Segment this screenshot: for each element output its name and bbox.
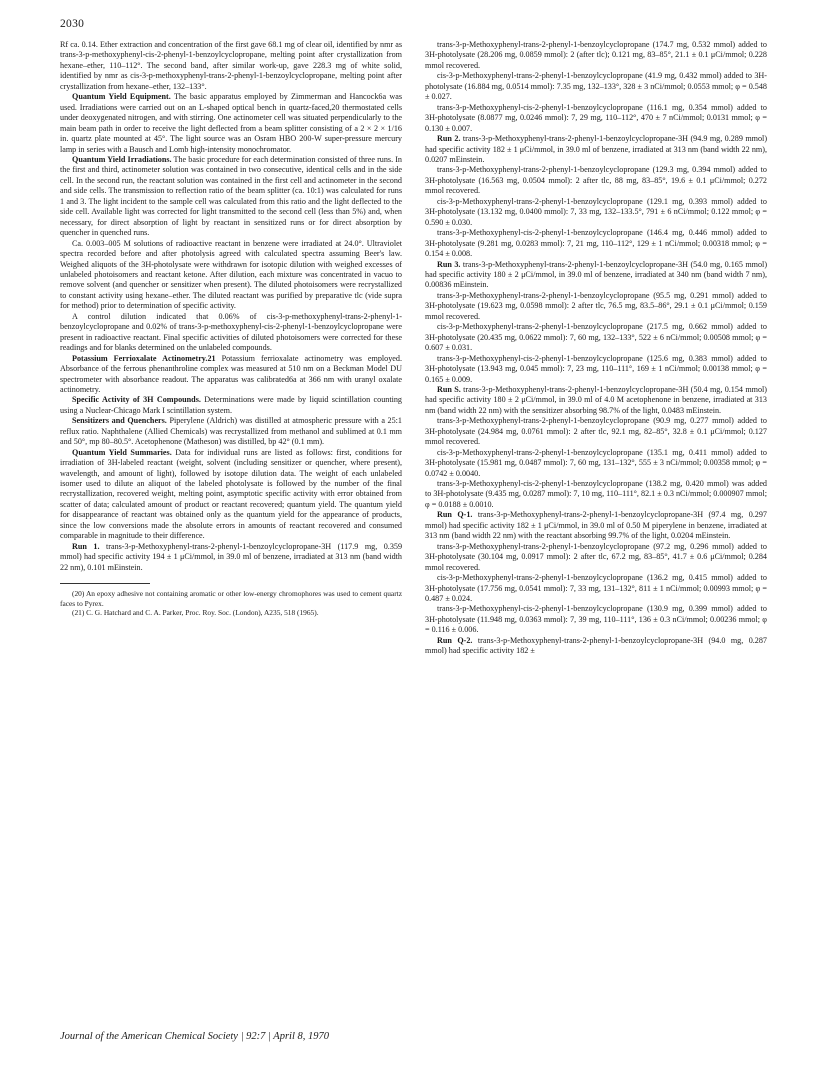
entry-r6: trans-3-p-Methoxyphenyl-cis-2-phenyl-1-benzoylcyclopropane (146.4 mg, 0.446 mmol) added to 3H-photolysate (9.281 mg, 0.0283 mmol): 7, 21 mg, 110–112°, 129 ± 1 nCi/mmol; 0.00318 mmol; φ = 0.154 ± 0.008. bbox=[425, 228, 767, 259]
entry-r1: cis-3-p-Methoxyphenyl-trans-2-phenyl-1-benzoylcyclopropane (41.9 mg, 0.432 mmol) added to 3H-photolysate (16.884 mg, 0.0514 mmol): 7.35 mg, 132–133°, 328 ± 3 nCi/mmol; 0.0553 mmol; φ = 0.548 ± 0.027. bbox=[425, 71, 767, 102]
entry-r10: trans-3-p-Methoxyphenyl-cis-2-phenyl-1-benzoylcyclopropane (125.6 mg, 0.383 mmol) added to 3H-photolysate (13.943 mg, 0.045 mmol): 7, 23 mg, 110–111°, 169 ± 1 nCi/mmol; 0.00138 mmol; φ = 0.165 ± 0.009. bbox=[425, 353, 767, 384]
text-run-q1: trans-3-p-Methoxyphenyl-trans-2-phenyl-1-benzoylcyclopropane-3H (97.4 mg, 0.297 mmol) had specific activity 182 ± 1 μCi/mmol, in 39.0 ml of 0.50 M piperylene in benzene, irradiated at 313 nm (band width 22 nm) with the reactant absorbing 99.7% of the light, 0.0204 mEinstein. bbox=[425, 510, 767, 541]
text-quantum-yield-irradiations: The basic procedure for each determination consisted of three runs. In the first and third, actinometer solution was contained in two consecutive, identical cells and in the side cell. In the second run, the reactant solution was contained in the first cell and actinometer in the second and side cells. The transmission to reflection ratio of the beam splitter (ca. 10:1) was calculated for runs 1 and 3. The light incident to the sample cell was calculated from this ratio and the light deflected to the side cell. Available light was corrected for light transmitted to the second cell (less than 5%) and, when necessary, for direct absorption of light by reactant in sensitized runs or for direct absorption by quencher in quenched runs. bbox=[60, 154, 402, 238]
entry-r5: cis-3-p-Methoxyphenyl-trans-2-phenyl-1-benzoylcyclopropane (129.1 mg, 0.393 mmol) added to 3H-photolysate (13.132 mg, 0.0400 mmol): 7, 33 mg, 132–133.5°, 791 ± 6 nCi/mmol; 0.122 mmol; φ = 0.590 ± 0.030. bbox=[425, 196, 767, 227]
text-actinometry: Potassium ferrioxalate actinometry was employed. Absorbance of the ferrous phenanthroline complex was measured at 510 nm on a Beckman Model DU spectrometer with absorbance readout. The apparatus was calibrated6a at 366 nm with uranyl oxalate actinometry. bbox=[60, 353, 403, 394]
paragraph-run-s bbox=[425, 385, 767, 416]
entry-r13: cis-3-p-Methoxyphenyl-trans-2-phenyl-1-benzoylcyclopropane (135.1 mg, 0.411 mmol) added to 3H-photolysate (15.981 mg, 0.0487 mmol): 7, 60 mg, 131–132°, 555 ± 3 nCi/mmol; 0.00358 mmol; φ = 0.0742 ± 0.0040. bbox=[425, 447, 767, 478]
page-number: 2030 bbox=[60, 18, 85, 30]
heading-run-s: Run S. bbox=[437, 384, 461, 394]
entry-r14: trans-3-p-Methoxyphenyl-cis-2-phenyl-1-benzoylcyclopropane (138.2 mg, 0.420 mmol) was added to 3H-photolysate (9.435 mg, 0.0287 mmol): 7, 10 mg, 110–111°, 82.1 ± 0.3 nCi/mmol; 0.000907 mmol; φ = 0.0188 ± 0.0010. bbox=[425, 479, 767, 509]
paragraph-sensitizers bbox=[60, 416, 402, 447]
footnote-20: (20) An epoxy adhesive not containing aromatic or other low-energy chromophores was used to cement quartz faces to Pyrex. bbox=[60, 589, 402, 608]
text-quantum-yield-equipment: The basic apparatus employed by Zimmerman and Hancock6a was used. Irradiations were carried out on an L-shaped optical bench in quartz-faced,20 thermostated cells under deoxygenated nitrogen, and with stirring. One actinometer cell was situated perpendicularly to the main beam path in order to receive the light deflected from a beam splitter consisting of a 2 × 2 × 1/16 in. quartz plate mounted at 45°. The light source was an Osram HBO 200-W super-pressure mercury lamp in series with a Bausch and Lomb high-intensity monochromator. bbox=[60, 92, 402, 154]
text-run-3: trans-3-p-Methoxyphenyl-trans-2-phenyl-1-benzoylcyclopropane-3H (54.0 mg, 0.165 mmol) had specific activity 180 ± 2 μCi/mmol, in 39.0 ml of benzene, irradiated at 340 nm (band width 7 nm), 0.00836 mEinstein. bbox=[425, 259, 768, 290]
entry-r2: trans-3-p-Methoxyphenyl-cis-2-phenyl-1-benzoylcyclopropane (116.1 mg, 0.354 mmol) added to 3H-photolysate (8.0877 mg, 0.0246 mmol): 7, 29 mg, 110–112°, 470 ± 7 nCi/mmol; 0.0131 mmol; φ = 0.130 ± 0.007. bbox=[425, 102, 767, 133]
paragraph-run-q2 bbox=[425, 636, 767, 657]
entry-r9: cis-3-p-Methoxyphenyl-trans-2-phenyl-1-benzoylcyclopropane (217.5 mg, 0.662 mmol) added to 3H-photolysate (20.435 mg, 0.0622 mmol): 7, 60 mg, 132–133°, 522 ± 6 nCi/mmol; 0.00508 mmol; φ = 0.607 ± 0.031. bbox=[425, 322, 767, 353]
paragraph-control-dilution: A control dilution indicated that 0.06% of cis-3-p-methoxyphenyl-trans-2-phenyl-1-benzoylcyclopropane and 0.02% of trans-3-p-methoxyphenyl-cis-2-phenyl-1-benzoylcyclopropane were present in radioactive reactant. Final specific activities of diluted photoisomers were corrected for these readings and for blanks determined on the unlabeled compounds. bbox=[60, 311, 402, 353]
entry-r16: trans-3-p-Methoxyphenyl-trans-2-phenyl-1-benzoylcyclopropane (97.2 mg, 0.296 mmol) added to 3H-photolysate (30.104 mg, 0.0917 mmol): 2 after tlc, 67.2 mg, 83–85°, 41.7 ± 0.6 μCi/mmol; 0.284 mmol recovered. bbox=[425, 541, 767, 572]
entry-r8: trans-3-p-Methoxyphenyl-trans-2-phenyl-1-benzoylcyclopropane (95.5 mg, 0.291 mmol) added to 3H-photolysate (19.623 mg, 0.0598 mmol): 2 after tlc, 76.5 mg, 83.5–86°, 29.1 ± 0.1 μCi/mmol; 0.159 mmol recovered. bbox=[425, 290, 767, 321]
heading-actinometry: Potassium Ferrioxalate Actinometry.21 bbox=[72, 353, 216, 363]
heading-run-3: Run 3. bbox=[437, 259, 461, 269]
text-run-q2: trans-3-p-Methoxyphenyl-trans-2-phenyl-1-benzoylcyclopropane-3H (94.0 mg, 0.287 mmol) had specific activity 182 ± bbox=[425, 635, 767, 656]
paragraph-specific-activity bbox=[60, 395, 402, 416]
heading-run-q1: Run Q-1. bbox=[437, 510, 473, 520]
entry-r0: trans-3-p-Methoxyphenyl-trans-2-phenyl-1-benzoylcyclopropane (174.7 mg, 0.532 mmol) added to 3H-photolysate (28.206 mg, 0.0859 mmol): 2 (after tlc); 0.121 mg, 83–85°, 21.1 ± 0.1 μCi/mmol; 0.228 mmol recovered. bbox=[425, 40, 767, 70]
paragraph-summaries bbox=[60, 448, 402, 542]
heading-sensitizers: Sensitizers and Quenchers. bbox=[72, 416, 167, 426]
footnote-divider bbox=[60, 583, 150, 584]
text-summaries: Data for individual runs are listed as follows: first, conditions for irradiation of 3H-labeled reactant (weight, solvent (including sensitizer or quencher, where present), wavelength, and amount of light), followed by isotope dilution data. The weight of each unlabeled isomer used to dilute an aliquot of the labeled photolysate is followed by the number of the final recrystallization, recovered weight, melting point, asymptotic specific activity with error obtained from scatter of data; calculated amount of product or reactant recovered; quantum yield. The quantum yield for disappearance of reactant was obtained only as the quantum yield for the appearance of products, since the low conversions made the absolute errors in amounts of reactant recovered and consumed comparable in magnitude to their difference. bbox=[60, 447, 402, 541]
text-run-1: trans-3-p-Methoxyphenyl-trans-2-phenyl-1-benzoylcyclopropane-3H (117.9 mg, 0.359 mmol) had specific activity 194 ± 1 μCi/mmol, in 39.0 ml of benzene, irradiated at 313 nm (band width 22 nm), 0.101 mEinstein. bbox=[60, 541, 403, 572]
journal-footer: Journal of the American Chemical Society | 92:7 | April 8, 1970 bbox=[60, 1031, 330, 1042]
paragraph-quantum-yield-irradiations bbox=[60, 155, 402, 239]
heading-specific-activity: Specific Activity of 3H Compounds. bbox=[72, 395, 201, 405]
footnote-21: (21) C. G. Hatchard and C. A. Parker, Proc. Roy. Soc. (London), A235, 518 (1965). bbox=[72, 607, 319, 617]
heading-run-1: Run 1. bbox=[72, 541, 100, 551]
heading-quantum-yield-irradiations: Quantum Yield Irradiations. bbox=[72, 154, 172, 164]
right-column bbox=[425, 40, 767, 657]
text-run-2: trans-3-p-Methoxyphenyl-trans-2-phenyl-1-benzoylcyclopropane-3H (94.9 mg, 0.289 mmol) had specific activity 182 ± 1 μCi/mmol, in 39.0 ml of benzene, irradiated at 313 nm (band width 22 nm), 0.0207 mEinstein. bbox=[425, 134, 768, 164]
paragraph-quantum-yield-equipment bbox=[60, 92, 402, 155]
heading-quantum-yield-equipment: Quantum Yield Equipment. bbox=[72, 92, 171, 102]
entry-r18: trans-3-p-Methoxyphenyl-cis-2-phenyl-1-benzoylcyclopropane (130.9 mg, 0.399 mmol) added to 3H-photolysate (11.948 mg, 0.0363 mmol): 7, 39 mg, 110–111°, 136 ± 0.3 nCi/mmol; 0.00236 mmol; φ = 0.116 ± 0.006. bbox=[425, 604, 767, 635]
paragraph-actinometry bbox=[60, 354, 402, 396]
paragraph-solutions: Ca. 0.003–005 M solutions of radioactive reactant in benzene were irradiated at 24.0°. Ultraviolet spectra recorded before and after photolysis agreed with calculated spectra assuming Beer's law. Weighed aliquots of the 3H-photolysate were withdrawn for isotopic dilution with weighed excesses of unlabeled photoisomers and reactant ketone. After dilution, each mixture was concentrated in vacuo to remove solvent (and quencher or sensitizer when present). The diluted photoisomers were recrystallized to constant activity using hexane–ether. The diluted reactant was purified by preparative tlc (vide supra for method) prior to determination of specific activity. bbox=[60, 238, 402, 311]
paragraph-rf: Rf ca. 0.14. Ether extraction and concentration of the first gave 68.1 mg of clear oil, identified by nmr as trans-3-p-methoxyphenyl-cis-2-phenyl-1-benzoylcyclopropane, melting point after crystallization from hexane–ether, 110–112°. The second band, after similar work-up, gave 228.3 mg of white solid, identified by nmr as cis-3-p-methoxyphenyl-trans-2-phenyl-1-benzoylcyclopropane, melting point after crystallization from hexane–ether, 132–133°. bbox=[60, 40, 402, 91]
entry-r17: cis-3-p-Methoxyphenyl-trans-2-phenyl-1-benzoylcyclopropane (136.2 mg, 0.415 mmol) added to 3H-photolysate (17.756 mg, 0.0541 mmol): 7, 33 mg, 131–132°, 811 ± 1 nCi/mmol; 0.00993 mmol; φ = 0.487 ± 0.024. bbox=[425, 573, 767, 604]
heading-run-2: Run 2. bbox=[437, 134, 461, 144]
heading-run-q2: Run Q-2. bbox=[437, 635, 473, 645]
left-column bbox=[60, 40, 402, 617]
entry-r12: trans-3-p-Methoxyphenyl-trans-2-phenyl-1-benzoylcyclopropane (90.9 mg, 0.277 mmol) added to 3H-photolysate (24.984 mg, 0.0761 mmol): 2 after tlc, 92.1 mg, 82–85°, 32.8 ± 0.1 μCi/mmol; 0.127 mmol recovered. bbox=[425, 416, 767, 447]
text-sensitizers: Piperylene (Aldrich) was distilled at atmospheric pressure with a 25:1 reflux ratio. Naphthalene (Allied Chemicals) was recrystallized from methanol and sublimed at 0.1 mm and 50°, mp 80–80.5°. Acetophenone (Matheson) was distilled, bp 42° (0.1 mm). bbox=[60, 416, 402, 447]
text-run-s: trans-3-p-Methoxyphenyl-trans-2-phenyl-1-benzoylcyclopropane-3H (50.4 mg, 0.154 mmol) had specific activity 180 ± 2 μCi/mmol, in 39.0 ml of 4.0 M acetophenone in benzene, irradiated at 313 nm (band width 22 nm) with the sensitizer absorbing 98.7% of the light, 0.0483 mEinstein. bbox=[425, 384, 768, 415]
paragraph-run-1 bbox=[60, 542, 402, 573]
text-specific-activity: Determinations were made by liquid scintillation counting using a Nuclear-Chicago Mark I scintillation system. bbox=[60, 395, 402, 415]
paragraph-run-3 bbox=[425, 260, 767, 291]
paragraph-run-q1 bbox=[425, 510, 767, 541]
entry-r4: trans-3-p-Methoxyphenyl-trans-2-phenyl-1-benzoylcyclopropane (129.3 mg, 0.394 mmol) added to 3H-photolysate (16.563 mg, 0.0504 mmol): 2 after tlc, 88 mg, 83–85°, 19.6 ± 0.1 μCi/mmol; 0.272 mmol recovered. bbox=[425, 165, 767, 196]
paragraph-run-2 bbox=[425, 134, 767, 165]
heading-summaries: Quantum Yield Summaries. bbox=[72, 447, 172, 457]
